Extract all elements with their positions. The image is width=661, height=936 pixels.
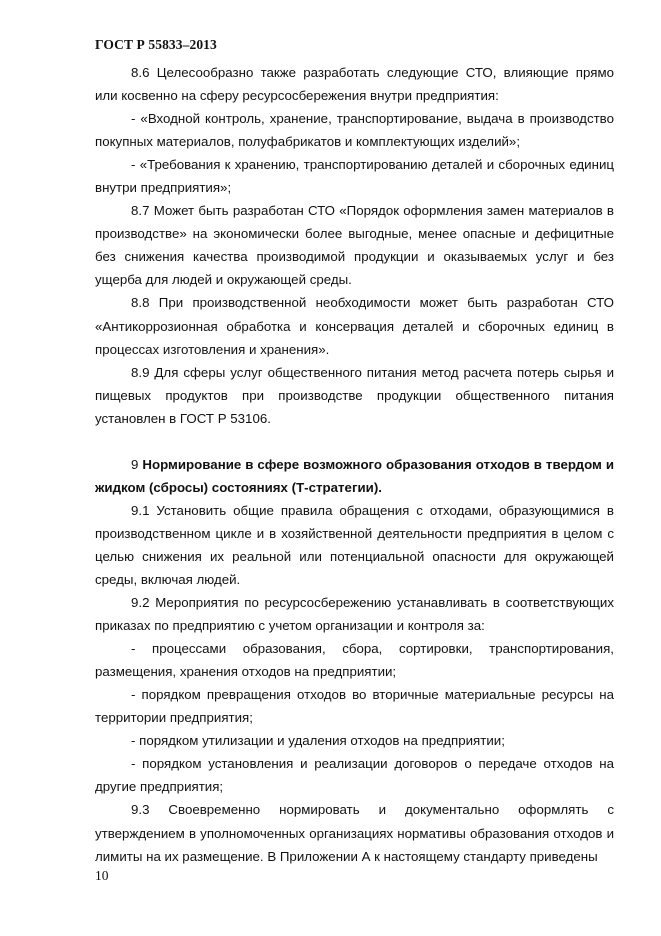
paragraph-8-7: 8.7 Может быть разработан СТО «Порядок оформления замен материалов в производстве» на экономически более выгодные, менее опасные и дефицитные без снижения качества производимой продукции и оказываемых услуг и без ущерба для людей и окружающей среды. bbox=[95, 203, 614, 288]
paragraph-8-8: 8.8 При производственной необходимости может быть разработан СТО «Антикоррозионная обработка и консервация деталей и сборочных единиц в процессах изготовления и хранения». bbox=[95, 295, 614, 357]
paragraph-8-6: 8.6 Целесообразно также разработать следующие СТО, влияющие прямо или косвенно на сферу ресурсосбережения внутри предприятия: bbox=[95, 65, 614, 104]
paragraph-9-3: 9.3 Своевременно нормировать и документально оформлять с утверждением в уполномоченных организациях нормативы образования отходов и лимиты на их размещение. В Приложении А к настоящему стандарту приведены bbox=[95, 802, 614, 864]
page-number: 10 bbox=[95, 868, 109, 883]
document-body bbox=[95, 61, 614, 868]
list-item-storage-requirements: - «Требования к хранению, транспортированию деталей и сборочных единиц внутри предприятия»; bbox=[95, 157, 614, 196]
list-item-input-control: - «Входной контроль, хранение, транспортирование, выдача в производство покупных материалов, полуфабрикатов и комплектующих изделий»; bbox=[95, 111, 614, 150]
list-item-waste-contracts: - порядком установления и реализации договоров о передаче отходов на другие предприятия; bbox=[95, 756, 614, 795]
section-9-heading bbox=[95, 453, 614, 499]
paragraph-9-1: 9.1 Установить общие правила обращения с отходами, образующимися в производственном цикле и в хозяйственной деятельности предприятия в целом с целью снижения их реальной или потенциальной опасности для окружающей среды, включая людей. bbox=[95, 502, 614, 587]
list-item-waste-processes: - процессами образования, сбора, сортировки, транспортирования, размещения, хранения отходов на предприятии; bbox=[95, 641, 614, 680]
section-9-number: 9 bbox=[131, 456, 143, 472]
paragraph-8-9: 8.9 Для сферы услуг общественного питания метод расчета потерь сырья и пищевых продуктов при производстве продукции общественного питания установлен в ГОСТ Р 53106. bbox=[95, 364, 614, 426]
section-9-title: Нормирование в сфере возможного образования отходов в твердом и жидком (сбросы) состояниях (Т-стратегии). bbox=[95, 456, 614, 495]
section-spacer bbox=[95, 430, 614, 453]
list-item-waste-disposal: - порядком утилизации и удаления отходов на предприятии; bbox=[131, 733, 505, 749]
document-header-code: ГОСТ Р 55833–2013 bbox=[95, 37, 217, 52]
list-item-secondary-resources: - порядком превращения отходов во вторичные материальные ресурсы на территории предприятия; bbox=[95, 687, 614, 726]
paragraph-9-2: 9.2 Мероприятия по ресурсосбережению устанавливать в соответствующих приказах по предприятию с учетом организации и контроля за: bbox=[95, 595, 614, 634]
